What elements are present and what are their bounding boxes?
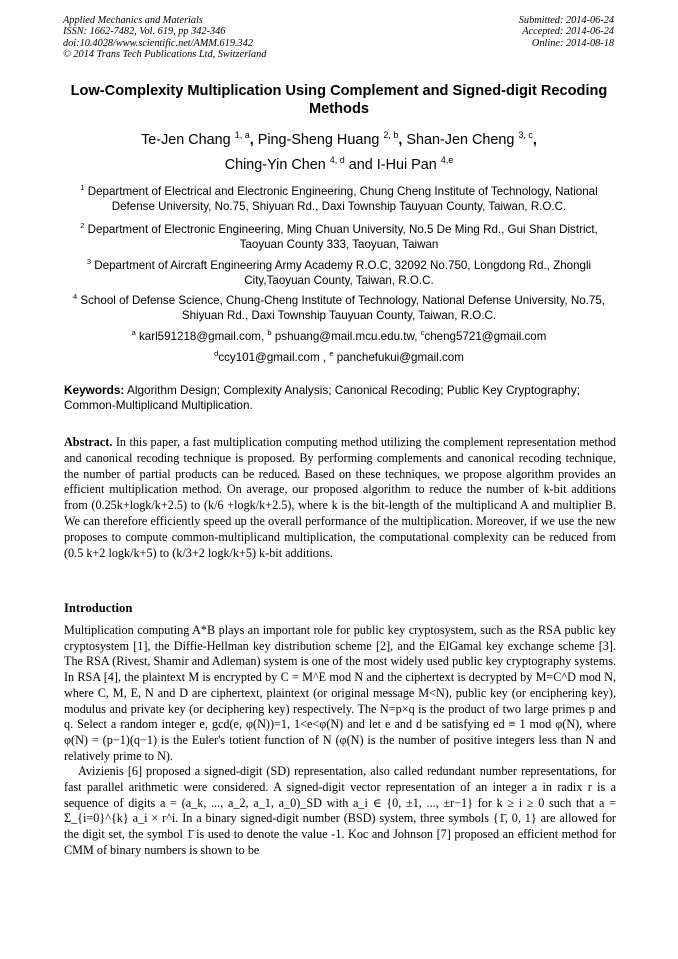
author-superscript: 1, a [234,130,250,140]
author-name: Ching-Yin Chen [224,157,326,173]
author-name: Ping-Sheng Huang [257,132,380,148]
author-superscript: 4, d [329,155,345,165]
dates-header [519,15,614,49]
submitted-date: Submitted: 2014-06-24 [518,15,614,26]
affiliation-4 [60,290,618,323]
author-name: Shan-Jen Cheng [406,132,515,148]
affiliation-3 [60,255,618,288]
affiliation-1 [60,181,618,214]
paper-title: Low-Complexity Multiplication Using Complement and Signed-digit Recoding Methods [70,83,608,117]
online-date: Online: 2014-08-18 [531,37,614,49]
author-superscript: 2, b [383,130,399,140]
journal-copyright: © 2014 Trans Tech Publications Ltd, Switzerland [63,48,267,60]
affiliation-number: 4 [73,292,78,301]
affiliation-number: 1 [80,183,85,192]
author-superscript: 3, c [518,130,533,140]
author-line-2 [60,155,618,173]
keywords-label: Keywords: [64,383,125,397]
journal-name: Applied Mechanics and Materials [63,15,203,26]
author-name: I-Hui Pan [376,157,437,173]
abstract-text: In this paper, a fast multiplication computing method utilizing the complement representation method and canonical recoding technique is proposed. By performing complements and canonical recoding technique, the number of partial products can be reduced. Based on these techniques, we propose algorithm provides an efficient multiplication method. On average, our proposed algorithm to reduce the number of k-bit additions from (0.25k+logk/k+2.5) to (k/6 +logk/k+2.5), where k is the bit-length of the multiplicand A and multiplier B. We can therefore efficiently speed up the overall performance of the multiplication. Moreover, if we use the new proposes to compute common-multiplicand multiplication, the computational complexity can be reduced from (0.5 k+2 logk/k+5) to (k/3+2 logk/k+5) k-bit additions. [64,435,617,560]
section-heading: Introduction [64,601,133,615]
author-conjunction: and [348,157,373,173]
email-address: ccy101@gmail.com , [218,351,327,364]
abstract [64,435,616,561]
affiliation-number: 3 [86,257,92,266]
email-address: karl591218@gmail.com, [138,330,265,343]
intro-paragraph-2: Avizienis [6] proposed a signed-digit (SD) representation, also called redundant number representations, for fast parallel arithmetic were considered. A signed-digit vector representation of an integer a in radix r is a sequence of digits a = (a_k, ..., a_2, a_1, a_0)_SD with a_i ∈ {0, ±1, ..., ±r−1} for k ≥ i ≥ 0 such that a = Σ_{i=0}^{k} a_i × r^i. In a binary signed-digit number (BSD) system, three symbols {1̄, 0, 1} are allowed for the digit set, the symbol 1̄ is used to denote the value -1. Koc and Johnson [7] proposed an efficient method for CMM of binary numbers is shown to be [64,764,616,857]
affiliation-2 [60,219,618,252]
journal-issn: ISSN: 1662-7482, Vol. 619, pp 342-346 [63,26,226,38]
email-address: cheng5721@gmail.com [424,330,547,343]
keywords [64,383,616,414]
author-name: Te-Jen Chang [141,132,231,148]
author-superscript: 4,e [440,155,454,165]
affiliation-text: Department of Electrical and Electronic Engineering, Chung Cheng Institute of Technology, National Defense University, No.75, Shiyuan Rd., Daxi Township Tauyuan County, Taiwan, R.O.C. [87,185,598,213]
journal-doi: doi:10.4028/www.scientific.net/AMM.619.342 [63,37,253,49]
abstract-label: Abstract. [64,435,113,449]
email-line-1: $^a$ karl591218@gmail.com, $^b$ pshuang@mail.mcu.edu.tw, $^c$cheng5721@gmail.com [131,328,547,343]
journal-header [63,15,266,60]
affiliation-text: School of Defense Science, Chung-Cheng Institute of Technology, National Defense University, No.75, Shiyuan Rd., Daxi Township Tauyuan County, Taiwan, R.O.C. [80,294,605,322]
affiliation-number: 2 [80,221,85,230]
intro-paragraph-1: Multiplication computing A*B plays an important role for public key cryptosystem, such as the RSA public key cryptosystem [1], the Diffie-Hellman key distribution scheme [2], and the ElGamal key exchange scheme [3]. The RSA (Rivest, Shamir and Adleman) system is one of the most widely used public key cryptography systems. In RSA [4], the plaintext M is encrypted by C = M^E mod N and the ciphertext is decrypted by M=C^D mod N, where C, M, E, N and D are ciphertext, plaintext (or original message M<N), public key (or enciphering key), modulus and private key (or deciphering key) respectively. The N=p×q is the product of two large primes p and q. Select a random integer e, gcd(e, φ(N))=1, 1<e<φ(N) and let e and d be satisfying ed ≡ 1 mod φ(N), where φ(N) = (p−1)(q−1) is the Euler's totient function of N (φ(N) is the number of positive integers less than N and relatively prime to N). [64,623,616,763]
author-line-1: Te-Jen Chang $^{1, a}$, Ping-Sheng Huang $^{2, b}$, Shan-Jen Cheng $^{3, c}$, [141,130,537,148]
email-address: pshuang@mail.mcu.edu.tw, [274,330,418,343]
introduction-body [64,623,616,859]
affiliation-text: Department of Electronic Engineering, Ming Chuan University, No.5 De Ming Rd., Gui Shan District, Taoyuan County 333, Taoyuan, Taiwan [87,223,598,251]
email-address: panchefukui@gmail.com [336,351,464,364]
email-line-2: $^d$ccy101@gmail.com , $^e$ panchefukui@gmail.com [214,349,464,364]
keywords-text: Algorithm Design; Complexity Analysis; Canonical Recoding; Public Key Cryptography; Common-Multiplicand Multiplication. [64,383,581,413]
accepted-date: Accepted: 2014-06-24 [522,26,614,38]
affiliation-text: Department of Aircraft Engineering Army Academy R.O.C, 32092 No.750, Longdong Rd., Zhongli City,Taoyuan County, Taiwan, R.O.C. [94,259,592,287]
